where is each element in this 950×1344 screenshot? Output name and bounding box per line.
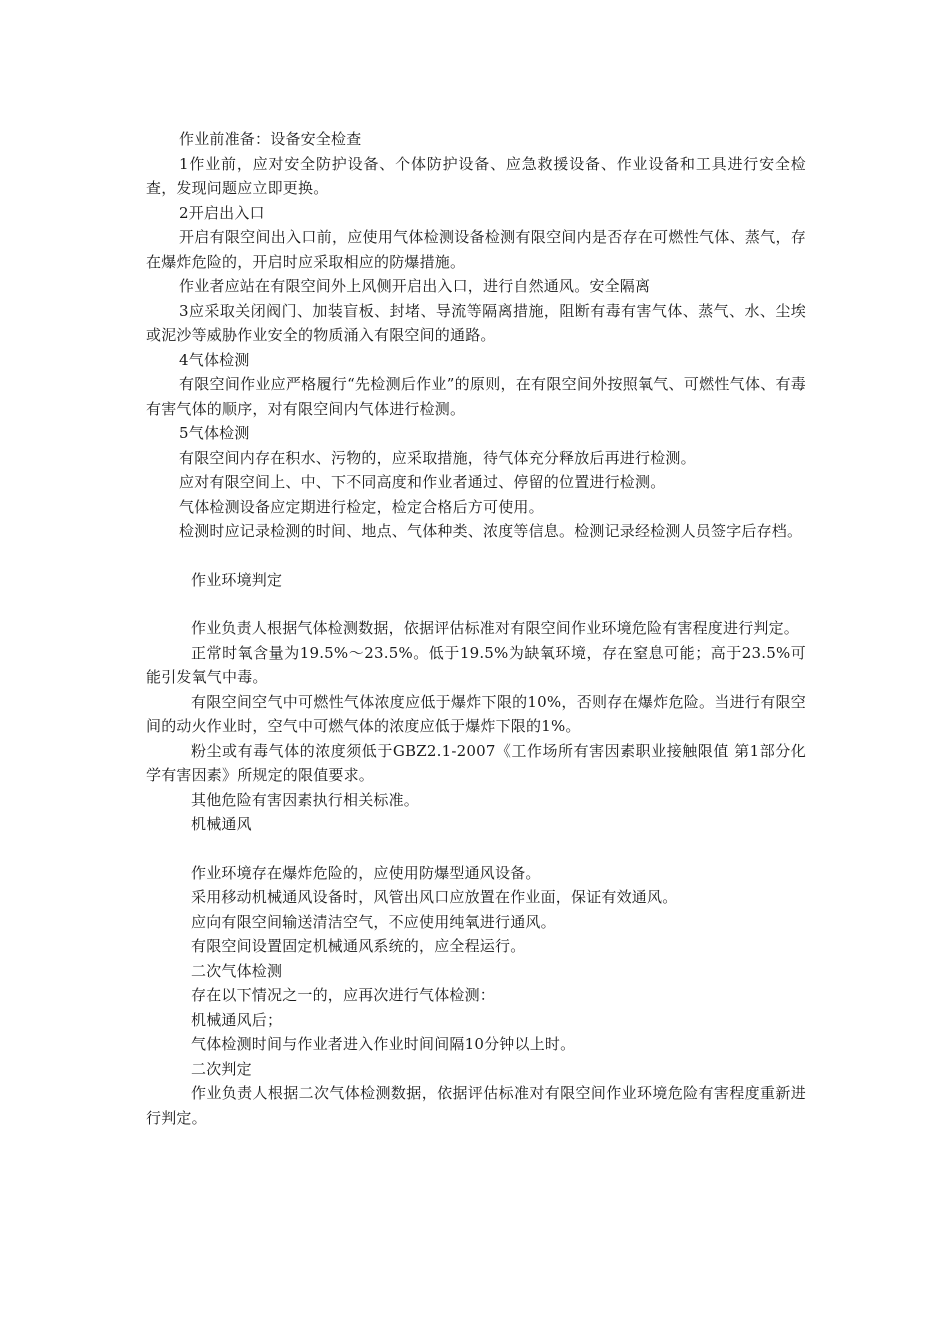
heading-environment-judgment: 作业环境判定 <box>191 570 283 589</box>
paragraph: 作业负责人根据二次气体检测数据，依据评估标准对有限空间作业环境危险有害程度重新进行判定。 <box>146 1084 806 1127</box>
paragraph: 有限空间内存在积水、污物的，应采取措施，待气体充分释放后再进行检测。 <box>179 448 696 467</box>
blank-line <box>146 837 806 861</box>
paragraph: 1作业前，应对安全防护设备、个体防护设备、应急救援设备、作业设备和工具进行安全检查，发现问题应立即更换。 <box>146 154 806 197</box>
paragraph: 采用移动机械通风设备时，风管出风口应放置在作业面，保证有效通风。 <box>191 888 678 906</box>
paragraph: 气体检测设备应定期进行检定，检定合格后方可使用。 <box>179 497 544 516</box>
heading-preparation: 作业前准备：设备安全检查 <box>179 130 362 148</box>
blank-line <box>146 544 806 568</box>
paragraph: 作业负责人根据气体检测数据，依据评估标准对有限空间作业环境危险有害程度进行判定。 <box>191 619 800 637</box>
paragraph: 有限空间设置固定机械通风系统的，应全程运行。 <box>191 937 526 955</box>
paragraph: 有限空间空气中可燃性气体浓度应低于爆炸下限的10%，否则存在爆炸危险。当进行有限空间的动火作业时，空气中可燃气体的浓度应低于爆炸下限的1%。 <box>146 692 806 735</box>
document-body <box>146 127 806 1130</box>
paragraph: 开启有限空间出入口前，应使用气体检测设备检测有限空间内是否存在可燃性气体、蒸气，存在爆炸危险的，开启时应采取相应的防爆措施。 <box>146 228 806 271</box>
paragraph: 应向有限空间输送清洁空气，不应使用纯氧进行通风。 <box>191 912 556 931</box>
subheading: 机械通风 <box>191 815 252 833</box>
paragraph: 粉尘或有毒气体的浓度须低于GBZ2.1-2007《工作场所有害因素职业接触限值 第1部分化学有害因素》所规定的限值要求。 <box>146 741 806 784</box>
paragraph: 作业者应站在有限空间外上风侧开启出入口，进行自然通风。安全隔离 <box>179 277 651 295</box>
paragraph: 气体检测时间与作业者进入作业时间间隔10分钟以上时。 <box>191 1035 576 1053</box>
blank-line <box>146 592 806 616</box>
subheading: 二次判定 <box>191 1059 252 1078</box>
paragraph: 其他危险有害因素执行相关标准。 <box>191 790 420 809</box>
paragraph: 机械通风后； <box>191 1010 283 1029</box>
paragraph: 存在以下情况之一的，应再次进行气体检测： <box>191 986 496 1004</box>
paragraph: 有限空间作业应严格履行“先检测后作业”的原则，在有限空间外按照氧气、可燃性气体、有毒有害气体的顺序，对有限空间内气体进行检测。 <box>146 375 806 418</box>
subheading: 5气体检测 <box>179 424 250 442</box>
paragraph: 应对有限空间上、中、下不同高度和作业者通过、停留的位置进行检测。 <box>179 473 666 491</box>
subheading: 2开启出入口 <box>179 203 265 222</box>
subheading: 二次气体检测 <box>191 961 283 980</box>
paragraph: 检测时应记录检测的时间、地点、气体种类、浓度等信息。检测记录经检测人员签字后存档。 <box>179 522 803 540</box>
subheading: 4气体检测 <box>179 350 250 369</box>
paragraph: 正常时氧含量为19.5%～23.5%。低于19.5%为缺氧环境，存在窒息可能；高于23.5%可能引发氧气中毒。 <box>146 643 806 686</box>
paragraph: 作业环境存在爆炸危险的，应使用防爆型通风设备。 <box>191 863 541 882</box>
paragraph: 3应采取关闭阀门、加装盲板、封堵、导流等隔离措施，阻断有毒有害气体、蒸气、水、尘埃或泥沙等威胁作业安全的物质涌入有限空间的通路。 <box>146 301 806 344</box>
